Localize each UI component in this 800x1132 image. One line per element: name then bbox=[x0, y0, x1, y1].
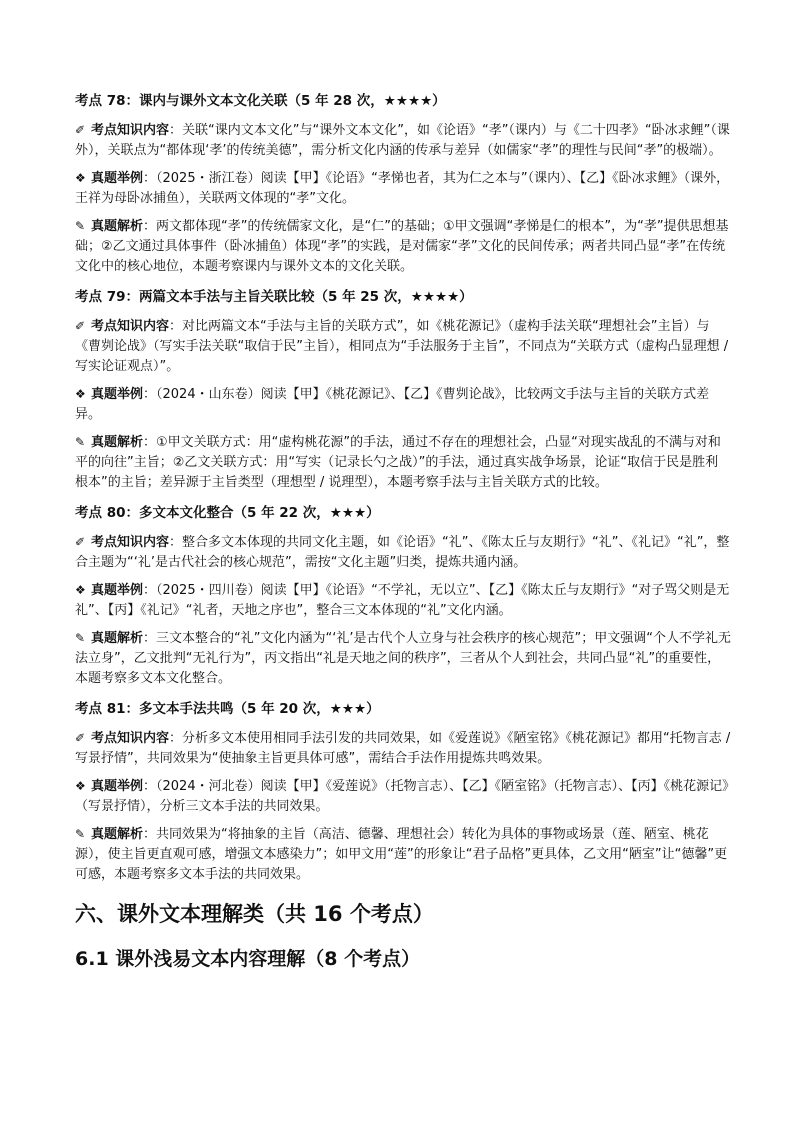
exam-example bbox=[75, 384, 731, 425]
pen-icon: ✎ bbox=[75, 219, 86, 233]
example-text: ：（2025・浙江卷）阅读【甲】《论语》“孝悌也者，其为仁之本与”（课内）、【乙】《卧冰求鲤》（课外，王祥为母卧冰捕鱼），关联两文体现的“孝”文化。 bbox=[75, 171, 730, 206]
exam-point-78 bbox=[75, 92, 731, 277]
exam-point-81 bbox=[75, 700, 731, 885]
analysis-label: 真题解析 bbox=[91, 435, 144, 450]
knowledge-text: ：整合多文本体现的共同文化主题，如《论语》“礼”、《陈太丘与友期行》“礼”、《礼记》“礼”，整合主题为“‘礼’是古代社会的核心规范”，需按“文化主题”归类，提炼共通内涵。 bbox=[75, 535, 730, 570]
example-label: 真题举例 bbox=[91, 583, 144, 598]
subsection-heading: 6.1 课外浅易文本内容理解（8 个考点） bbox=[75, 948, 421, 970]
analysis-text: ：①甲文关联方式：用“虚构桃花源”的手法，通过不存在的理想社会，凸显“对现实战乱的不满与对和平的向往”主旨；②乙文关联方式：用“写实（记录长勺之战）”的手法，通过真实战争场景，论证“取信于民是胜利根本”的主旨；差异源于主旨类型（理想型 / 说理型），本题考察手法与主旨关联方式的比较。 bbox=[75, 435, 721, 490]
exam-point-80 bbox=[75, 504, 731, 689]
exam-point-title: 考点 80：多文本文化整合（5 年 22 次，★★★） bbox=[75, 505, 380, 521]
exam-point-title: 考点 79：两篇文本手法与主旨关联比较（5 年 25 次，★★★★） bbox=[75, 289, 473, 305]
pen-icon: ✎ bbox=[75, 827, 86, 841]
knowledge-text: ：关联“课内文本文化”与“课外文本文化”，如《论语》“孝”（课内）与《二十四孝》“卧冰求鲤”（课外），关联点为“都体现‘孝’的传统美德”，需分析文化内涵的传承与差异（如儒家“孝”的理性与民间“孝”的极端）。 bbox=[75, 123, 730, 158]
knowledge-content bbox=[75, 728, 731, 769]
example-text: ：（2025・四川卷）阅读【甲】《论语》“不学礼，无以立”、【乙】《陈太丘与友期行》“对子骂父则是无礼”、【丙】《礼记》“礼者，天地之序也”，整合三文本体现的“礼”文化内涵。 bbox=[75, 583, 730, 618]
pencil-icon: ✐ bbox=[75, 123, 86, 137]
document-page bbox=[75, 92, 731, 972]
analysis-text: ：两文都体现“孝”的传统儒家文化，是“仁”的基础；①甲文强调“孝悌是仁的根本”，为“孝”提供思想基础；②乙文通过具体事件（卧冰捕鱼）体现“孝”的实践，是对儒家“孝”文化的民间传承；两者共同凸显“孝”在传统文化中的核心地位，本题考察课内与课外文本的文化关联。 bbox=[75, 219, 729, 274]
exam-point-title: 考点 78：课内与课外文本文化关联（5 年 28 次，★★★★） bbox=[75, 93, 446, 109]
analysis-label: 真题解析 bbox=[91, 219, 144, 234]
exam-example bbox=[75, 168, 731, 209]
knowledge-label: 考点知识内容 bbox=[91, 731, 170, 746]
knowledge-text: ：分析多文本使用相同手法引发的共同效果，如《爱莲说》《陋室铭》《桃花源记》都用“托物言志 / 写景抒情”，共同效果为“使抽象主旨更具体可感”，需结合手法作用提炼共鸣效果。 bbox=[75, 731, 731, 766]
exam-example bbox=[75, 580, 731, 621]
analysis-label: 真题解析 bbox=[91, 631, 144, 646]
diamond-bullet-icon: ❖ bbox=[75, 583, 86, 597]
pencil-icon: ✐ bbox=[75, 731, 86, 745]
knowledge-content bbox=[75, 316, 731, 377]
pen-icon: ✎ bbox=[75, 631, 86, 645]
exam-analysis bbox=[75, 216, 731, 277]
exam-point-79 bbox=[75, 288, 731, 493]
diamond-bullet-icon: ❖ bbox=[75, 171, 86, 185]
diamond-bullet-icon: ❖ bbox=[75, 387, 86, 401]
example-label: 真题举例 bbox=[91, 387, 144, 402]
exam-analysis bbox=[75, 628, 731, 689]
example-text: ：（2024・河北卷）阅读【甲】《爱莲说》（托物言志）、【乙】《陋室铭》（托物言志）、【丙】《桃花源记》（写景抒情），分析三文本手法的共同效果。 bbox=[75, 779, 729, 814]
analysis-text: ：共同效果为“将抽象的主旨（高洁、德馨、理想社会）转化为具体的事物或场景（莲、陋室、桃花源），使主旨更直观可感，增强文本感染力”；如甲文用“莲”的形象让“君子品格”更具体，乙文用“陋室”让“德馨”更可感，本题考察多文本手法的共同效果。 bbox=[75, 827, 728, 882]
exam-analysis bbox=[75, 824, 731, 885]
section-heading: 六、课外文本理解类（共 16 个考点） bbox=[75, 902, 434, 926]
knowledge-label: 考点知识内容 bbox=[91, 535, 170, 550]
knowledge-content bbox=[75, 532, 731, 573]
analysis-label: 真题解析 bbox=[91, 827, 144, 842]
exam-point-title: 考点 81：多文本手法共鸣（5 年 20 次，★★★） bbox=[75, 701, 380, 717]
pen-icon: ✎ bbox=[75, 435, 86, 449]
diamond-bullet-icon: ❖ bbox=[75, 779, 86, 793]
analysis-text: ：三文本整合的“礼”文化内涵为“‘礼’是古代个人立身与社会秩序的核心规范”；甲文强调“个人不学礼无法立身”，乙文批判“无礼行为”，丙文指出“礼是天地之间的秩序”，三者从个人到社会，共同凸显“礼”的重要性，本题考察多文本文化整合。 bbox=[75, 631, 731, 686]
pencil-icon: ✐ bbox=[75, 535, 86, 549]
knowledge-content bbox=[75, 120, 731, 161]
pencil-icon: ✐ bbox=[75, 319, 86, 333]
example-label: 真题举例 bbox=[91, 171, 144, 186]
knowledge-label: 考点知识内容 bbox=[91, 319, 170, 334]
knowledge-label: 考点知识内容 bbox=[91, 123, 170, 138]
example-text: ：（2024・山东卷）阅读【甲】《桃花源记》、【乙】《曹刿论战》，比较两文手法与主旨的关联方式差异。 bbox=[75, 387, 710, 422]
knowledge-text: ：对比两篇文本“手法与主旨的关联方式”，如《桃花源记》（虚构手法关联“理想社会”主旨）与《曹刿论战》（写实手法关联“取信于民”主旨），相同点为“手法服务于主旨”，不同点为“关联方式（虚构凸显理想 / 写实论证观点）”。 bbox=[75, 319, 729, 374]
exam-analysis bbox=[75, 432, 731, 493]
exam-example bbox=[75, 776, 731, 817]
example-label: 真题举例 bbox=[91, 779, 144, 794]
